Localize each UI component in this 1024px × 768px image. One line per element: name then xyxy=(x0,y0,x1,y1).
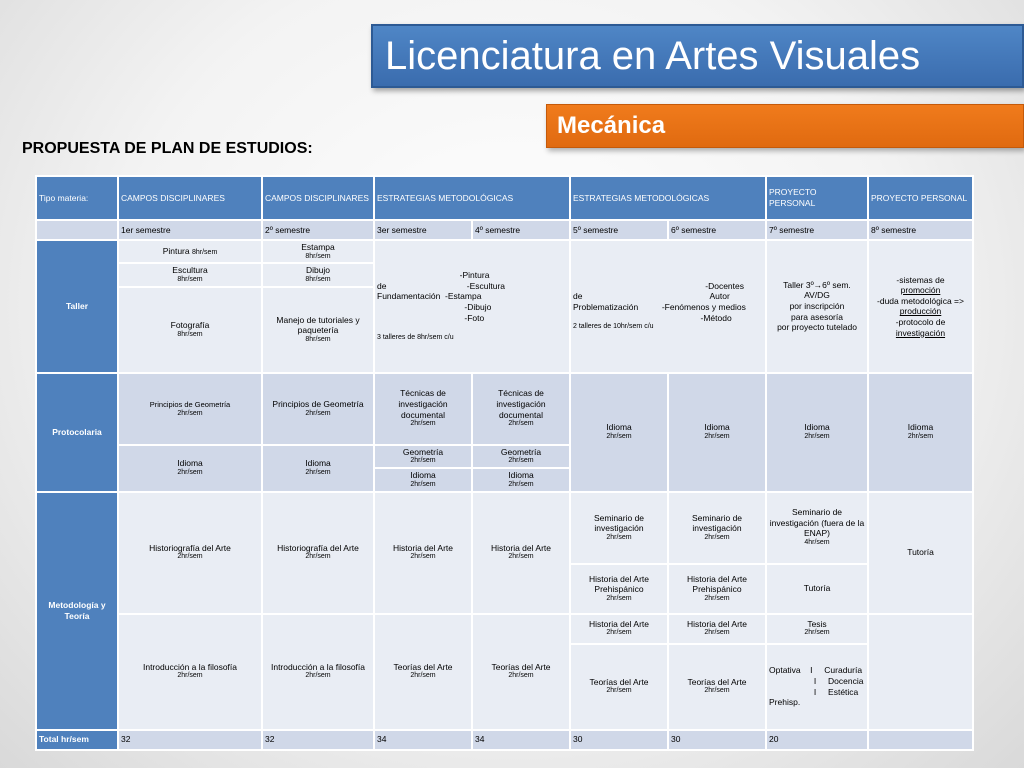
plan-heading: PROPUESTA DE PLAN DE ESTUDIOS: xyxy=(22,140,313,157)
subject-cell: Tesis 2hr/sem xyxy=(766,614,868,644)
subject-cell: Idioma 2hr/sem xyxy=(374,468,472,491)
header-col: PROYECTO PERSONAL xyxy=(766,176,868,220)
subject-cell: Historia del Arte 2hr/sem xyxy=(668,614,766,644)
subject-cell: Idioma 2hr/sem xyxy=(570,373,668,492)
semester-cell: 6º semestre xyxy=(668,220,766,240)
slide-title: Licenciatura en Artes Visuales xyxy=(371,24,1024,88)
subject-cell: Idioma 2hr/sem xyxy=(766,373,868,492)
subject-cell: Teorías del Arte 2hr/sem xyxy=(472,614,570,730)
semester-cell: 3er semestre xyxy=(374,220,472,240)
semester-blank xyxy=(36,220,118,240)
taller-s8: -sistemas de promoción -duda metodológica => producción -protocolo de investigación xyxy=(868,240,973,373)
subject-cell: Historia del Arte 2hr/sem xyxy=(472,492,570,614)
total-cell: 34 xyxy=(374,730,472,750)
total-cell: 20 xyxy=(766,730,868,750)
subject-cell: Estampa 8hr/sem xyxy=(262,240,374,263)
category-taller: Taller xyxy=(36,240,118,373)
subject-cell: Introducción a la filosofía 2hr/sem xyxy=(118,614,262,730)
total-cell: 32 xyxy=(118,730,262,750)
subject-cell: Técnicas de investigación documental 2hr/sem xyxy=(374,373,472,445)
category-metodologia: Metodología y Teoría xyxy=(36,492,118,730)
subject-cell: Historia del Arte 2hr/sem xyxy=(374,492,472,614)
taller-problematizacion: -Docentes de Autor Problematización -Fenómenos y medios -Método 2 talleres de 10hr/sem c/u xyxy=(570,240,766,373)
subject-cell: Teorías del Arte 2hr/sem xyxy=(570,644,668,730)
subject-cell: Seminario de investigación 2hr/sem xyxy=(668,492,766,564)
semester-cell: 4º semestre xyxy=(472,220,570,240)
semester-cell: 5º semestre xyxy=(570,220,668,240)
header-col: ESTRATEGIAS METODOLÓGICAS xyxy=(374,176,570,220)
subject-cell: Historia del Arte Prehispánico 2hr/sem xyxy=(570,564,668,614)
taller-row-1 xyxy=(36,240,973,263)
category-protocolaria: Protocolaria xyxy=(36,373,118,492)
subject-cell: Geometría 2hr/sem xyxy=(374,445,472,468)
subject-cell: Historia del Arte 2hr/sem xyxy=(570,614,668,644)
semester-cell: 2º semestre xyxy=(262,220,374,240)
taller-fundamentacion: -Pintura de -Escultura Fundamentación -Estampa -Dibujo -Foto 3 talleres de 8hr/sem c/u xyxy=(374,240,570,373)
total-cell: 34 xyxy=(472,730,570,750)
subject-cell: Tutoría xyxy=(766,564,868,614)
header-col: CAMPOS DISCIPLINARES xyxy=(262,176,374,220)
header-col: PROYECTO PERSONAL xyxy=(868,176,973,220)
subject-cell: Seminario de investigación (fuera de la ENAP) 4hr/sem xyxy=(766,492,868,564)
subject-cell: Principios de Geometría 2hr/sem xyxy=(262,373,374,445)
subject-cell: Idioma 2hr/sem xyxy=(118,445,262,492)
subject-cell: Técnicas de investigación documental 2hr/sem xyxy=(472,373,570,445)
semester-cell: 7º semestre xyxy=(766,220,868,240)
metodologia-row-3 xyxy=(36,614,973,644)
semester-row xyxy=(36,220,973,240)
metodologia-row-1 xyxy=(36,492,973,564)
study-plan-table xyxy=(35,175,974,751)
semester-cell: 8º semestre xyxy=(868,220,973,240)
subject-cell: Idioma 2hr/sem xyxy=(472,468,570,491)
protocolaria-row-1 xyxy=(36,373,973,445)
header-col: CAMPOS DISCIPLINARES xyxy=(118,176,262,220)
subject-cell: Pintura 8hr/sem xyxy=(118,240,262,263)
subject-cell: Dibujo 8hr/sem xyxy=(262,263,374,286)
total-cell: 30 xyxy=(668,730,766,750)
subject-cell: Seminario de investigación 2hr/sem xyxy=(570,492,668,564)
totals-row xyxy=(36,730,973,750)
subject-cell-blank xyxy=(868,614,973,730)
taller-s7: Taller 3º→6º sem. AV/DG por inscripción para asesoría por proyecto tutelado xyxy=(766,240,868,373)
subject-cell: Historiografía del Arte 2hr/sem xyxy=(262,492,374,614)
subject-cell: Introducción a la filosofía 2hr/sem xyxy=(262,614,374,730)
subject-cell: Principios de Geometría 2hr/sem xyxy=(118,373,262,445)
subject-cell: Fotografía 8hr/sem xyxy=(118,287,262,373)
header-row xyxy=(36,176,973,220)
subject-cell: Escultura 8hr/sem xyxy=(118,263,262,286)
subject-cell: Idioma 2hr/sem xyxy=(668,373,766,492)
subject-cell: Idioma 2hr/sem xyxy=(262,445,374,492)
optativa-cell: Optativa I Curaduría I Docencia I Estética Prehisp. xyxy=(766,644,868,730)
slide-subtitle: Mecánica xyxy=(546,104,1024,148)
total-cell: 32 xyxy=(262,730,374,750)
subject-cell: Teorías del Arte 2hr/sem xyxy=(374,614,472,730)
subject-cell: Geometría 2hr/sem xyxy=(472,445,570,468)
subject-cell: Manejo de tutoriales y paquetería 8hr/sem xyxy=(262,287,374,373)
totals-label: Total hr/sem xyxy=(36,730,118,750)
semester-cell: 1er semestre xyxy=(118,220,262,240)
subject-cell: Teorías del Arte 2hr/sem xyxy=(668,644,766,730)
header-col: ESTRATEGIAS METODOLÓGICAS xyxy=(570,176,766,220)
subject-cell: Idioma 2hr/sem xyxy=(868,373,973,492)
total-cell xyxy=(868,730,973,750)
subject-cell: Historia del Arte Prehispánico 2hr/sem xyxy=(668,564,766,614)
subject-cell: Tutoría xyxy=(868,492,973,614)
subject-cell: Historiografía del Arte 2hr/sem xyxy=(118,492,262,614)
header-tipo: Tipo materia: xyxy=(36,176,118,220)
total-cell: 30 xyxy=(570,730,668,750)
